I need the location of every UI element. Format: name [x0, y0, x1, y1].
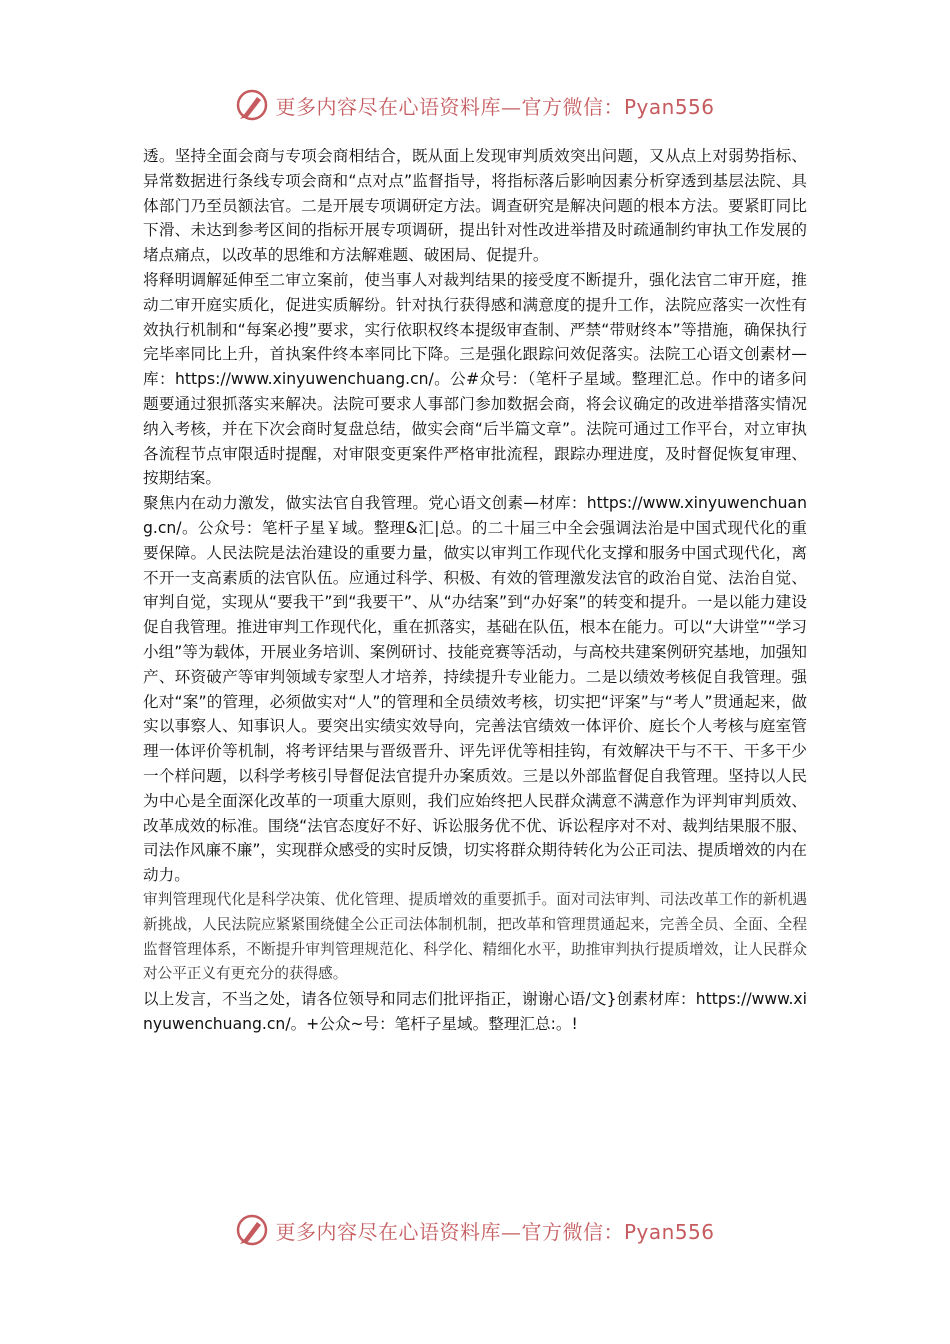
paragraph-5: 以上发言，不当之处，请各位领导和同志们批评指正，谢谢心语/文}创素材库：https://www.xinyuwenchuang.cn/。+公众~号：笔杆子星域。整理汇总:。!: [143, 990, 807, 1033]
footer-banner-label: 更多内容尽在心语资料库—官方微信：: [275, 1219, 624, 1244]
header-banner-label: 更多内容尽在心语资料库—官方微信：: [275, 94, 624, 119]
paragraph-1: 透。坚持全面会商与专项会商相结合，既从面上发现审判质效突出问题，又从点上对弱势指标、异常数据进行条线专项会商和“点对点”监督指导，将指标落后影响因素分析穿透到基层法院、具体部门乃至员额法官。二是开展专项调研定方法。调查研究是解决问题的根本方法。要紧盯同比下滑、未达到参考区间的指标开展专项调研，提出针对性改进举措及时疏通制约审执工作发展的堵点痛点，以改革的思维和方法解难题、破困局、促提升。: [143, 147, 807, 265]
pen-nib-logo-icon: [235, 88, 269, 122]
pen-nib-logo-icon: [235, 1213, 269, 1247]
footer-banner-text: [275, 1216, 714, 1245]
footer-banner-handle: Pyan556: [623, 1219, 715, 1244]
footer-banner: [0, 1205, 950, 1255]
paragraph-4: 审判管理现代化是科学决策、优化管理、提质增效的重要抓手。面对司法审判、司法改革工作的新机遇新挑战，人民法院应紧紧围绕健全公正司法体制机制，把改革和管理贯通起来，完善全员、全面、全程监督管理体系，不断提升审判管理规范化、科学化、精细化水平，助推审判执行提质增效，让人民群众对公平正义有更充分的获得感。: [143, 890, 807, 983]
document-body: [143, 144, 807, 1037]
header-banner-text: [275, 91, 714, 120]
header-banner: [0, 80, 950, 130]
paragraph-2: 将释明调解延伸至二审立案前，使当事人对裁判结果的接受度不断提升，强化法官二审开庭，推动二审开庭实质化，促进实质解纷。针对执行获得感和满意度的提升工作，法院应落实一次性有效执行机制和“每案必搜”要求，实行依职权终本提级审查制、严禁“带财终本”等措施，确保执行完毕率同比上升，首执案件终本率同比下降。三是强化跟踪问效促落实。法院工心语文创素材—库：https://www.xinyuwenchuang.cn/。公#众号：（笔杆子星域。整理汇总。作中的诸多问题要通过狠抓落实来解决。法院可要求人事部门参加数据会商，将会议确定的改进举措落实情况纳入考核，并在下次会商时复盘总结，做实会商“后半篇文章”。法院可通过工作平台，对立审执各流程节点审限适时提醒，对审限变更案件严格审批流程，跟踪办理进度，及时督促恢复审理、按期结案。: [143, 270, 807, 488]
header-banner-handle: Pyan556: [623, 94, 715, 119]
paragraph-3: 聚焦内在动力激发，做实法官自我管理。党心语文创素—材库：https://www.xinyuwenchuang.cn/。公众号：笔杆子星￥域。整理&汇|总。的二十届三中全会强调法治是中国式现代化的重要保障。人民法院是法治建设的重要力量，做实以审判工作现代化支撑和服务中国式现代化，离不开一支高素质的法官队伍。应通过科学、积极、有效的管理激发法官的政治自觉、法治自觉、审判自觉，实现从“要我干”到“我要干”、从“办结案”到“办好案”的转变和提升。一是以能力建设促自我管理。推进审判工作现代化，重在抓落实，基础在队伍，根本在能力。可以“大讲堂”“学习小组”等为载体，开展业务培训、案例研讨、技能竞赛等活动，与高校共建案例研究基地，加强知产、环资破产等审判领域专家型人才培养，持续提升专业能力。二是以绩效考核促自我管理。强化对“案”的管理，必须做实对“人”的管理和全员绩效考核，切实把“评案”与“考人”贯通起来，做实以事察人、知事识人。要突出实绩实效导向，完善法官绩效一体评价、庭长个人考核与庭室管理一体评价等机制，将考评结果与晋级晋升、评先评优等相挂钩，有效解决干与不干、干多干少一个样问题，以科学考核引导督促法官提升办案质效。三是以外部监督促自我管理。坚持以人民为中心是全面深化改革的一项重大原则，我们应始终把人民群众满意不满意作为评判审判质效、改革成效的标准。围绕“法官态度好不好、诉讼服务优不优、诉讼程序对不对、裁判结果服不服、司法作风廉不廉”，实现群众感受的实时反馈，切实将群众期待转化为公正司法、提质增效的内在动力。: [143, 494, 807, 885]
